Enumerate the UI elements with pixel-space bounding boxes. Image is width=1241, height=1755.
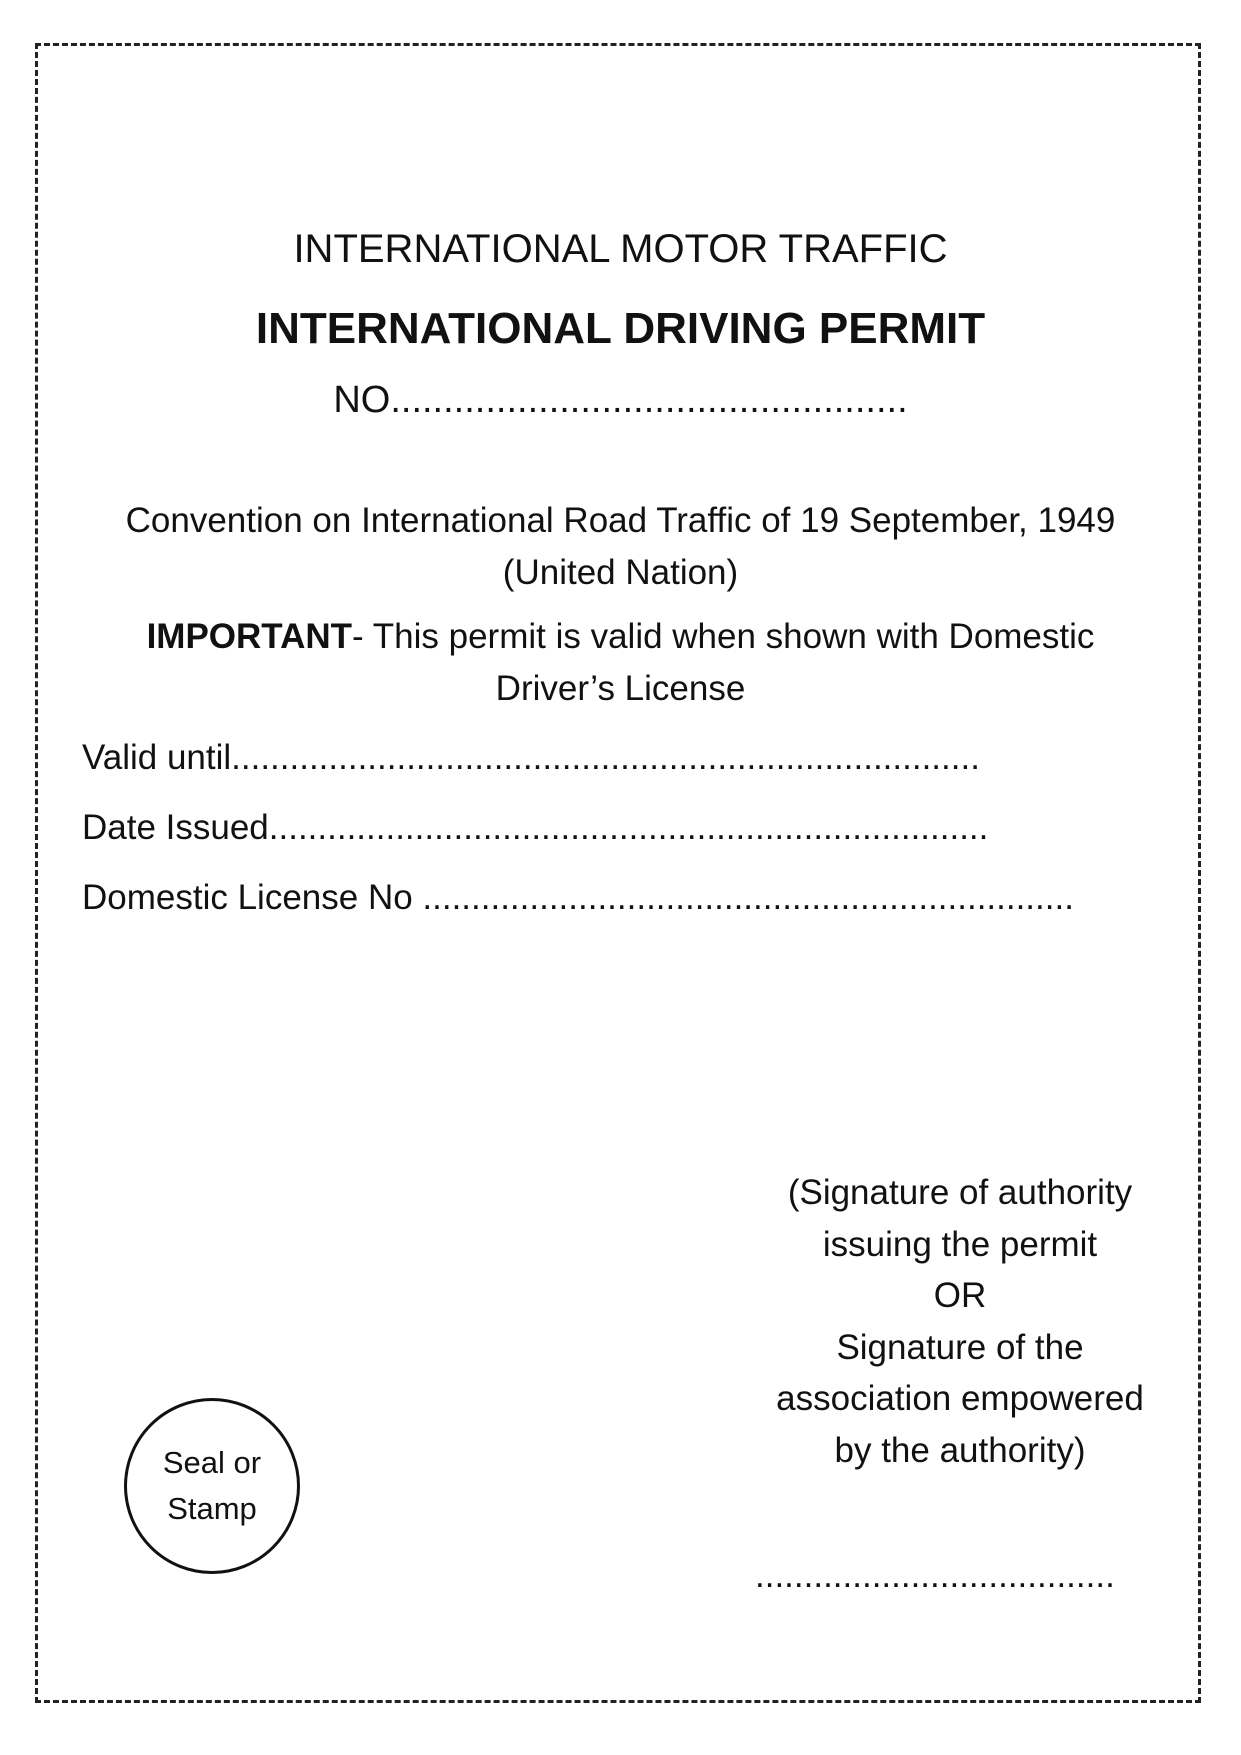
signature-caption-line-6: by the authority) (834, 1430, 1086, 1470)
permit-number-field: NO................................................. (333, 379, 908, 421)
seal-circle (124, 1398, 300, 1574)
signature-caption (740, 1167, 1180, 1476)
document-title: INTERNATIONAL DRIVING PERMIT (255, 304, 986, 353)
important-line-1 (0, 611, 1241, 663)
signature-caption-line-3: OR (933, 1276, 987, 1315)
seal-label: Seal or Stamp (162, 1445, 262, 1526)
signature-blank-line: ..................................... (755, 1556, 1115, 1595)
important-text-2: Driver’s License (495, 669, 746, 708)
important-text-1: - This permit is valid when shown with Domestic (352, 617, 1095, 656)
convention-line-1: Convention on International Road Traffic of 19 September, 1949 (125, 501, 1116, 540)
date-issued-field: Date Issued.......................................................................... (82, 808, 989, 847)
convention-text (0, 495, 1241, 599)
valid-until-field: Valid until............................................................................. (82, 738, 980, 777)
important-notice (0, 611, 1241, 715)
signature-caption-line-5: association empowered (776, 1379, 1144, 1418)
signature-caption-line-2: issuing the permit (822, 1224, 1098, 1264)
domestic-license-field: Domestic License No ................................................................... (82, 878, 1074, 917)
document-heading: INTERNATIONAL MOTOR TRAFFIC (293, 227, 948, 271)
important-label: IMPORTANT (146, 617, 353, 656)
signature-caption-line-4: Signature of the (836, 1327, 1084, 1367)
convention-line-2: (United Nation) (502, 553, 739, 592)
signature-caption-line-1: (Signature of authority (787, 1173, 1133, 1212)
